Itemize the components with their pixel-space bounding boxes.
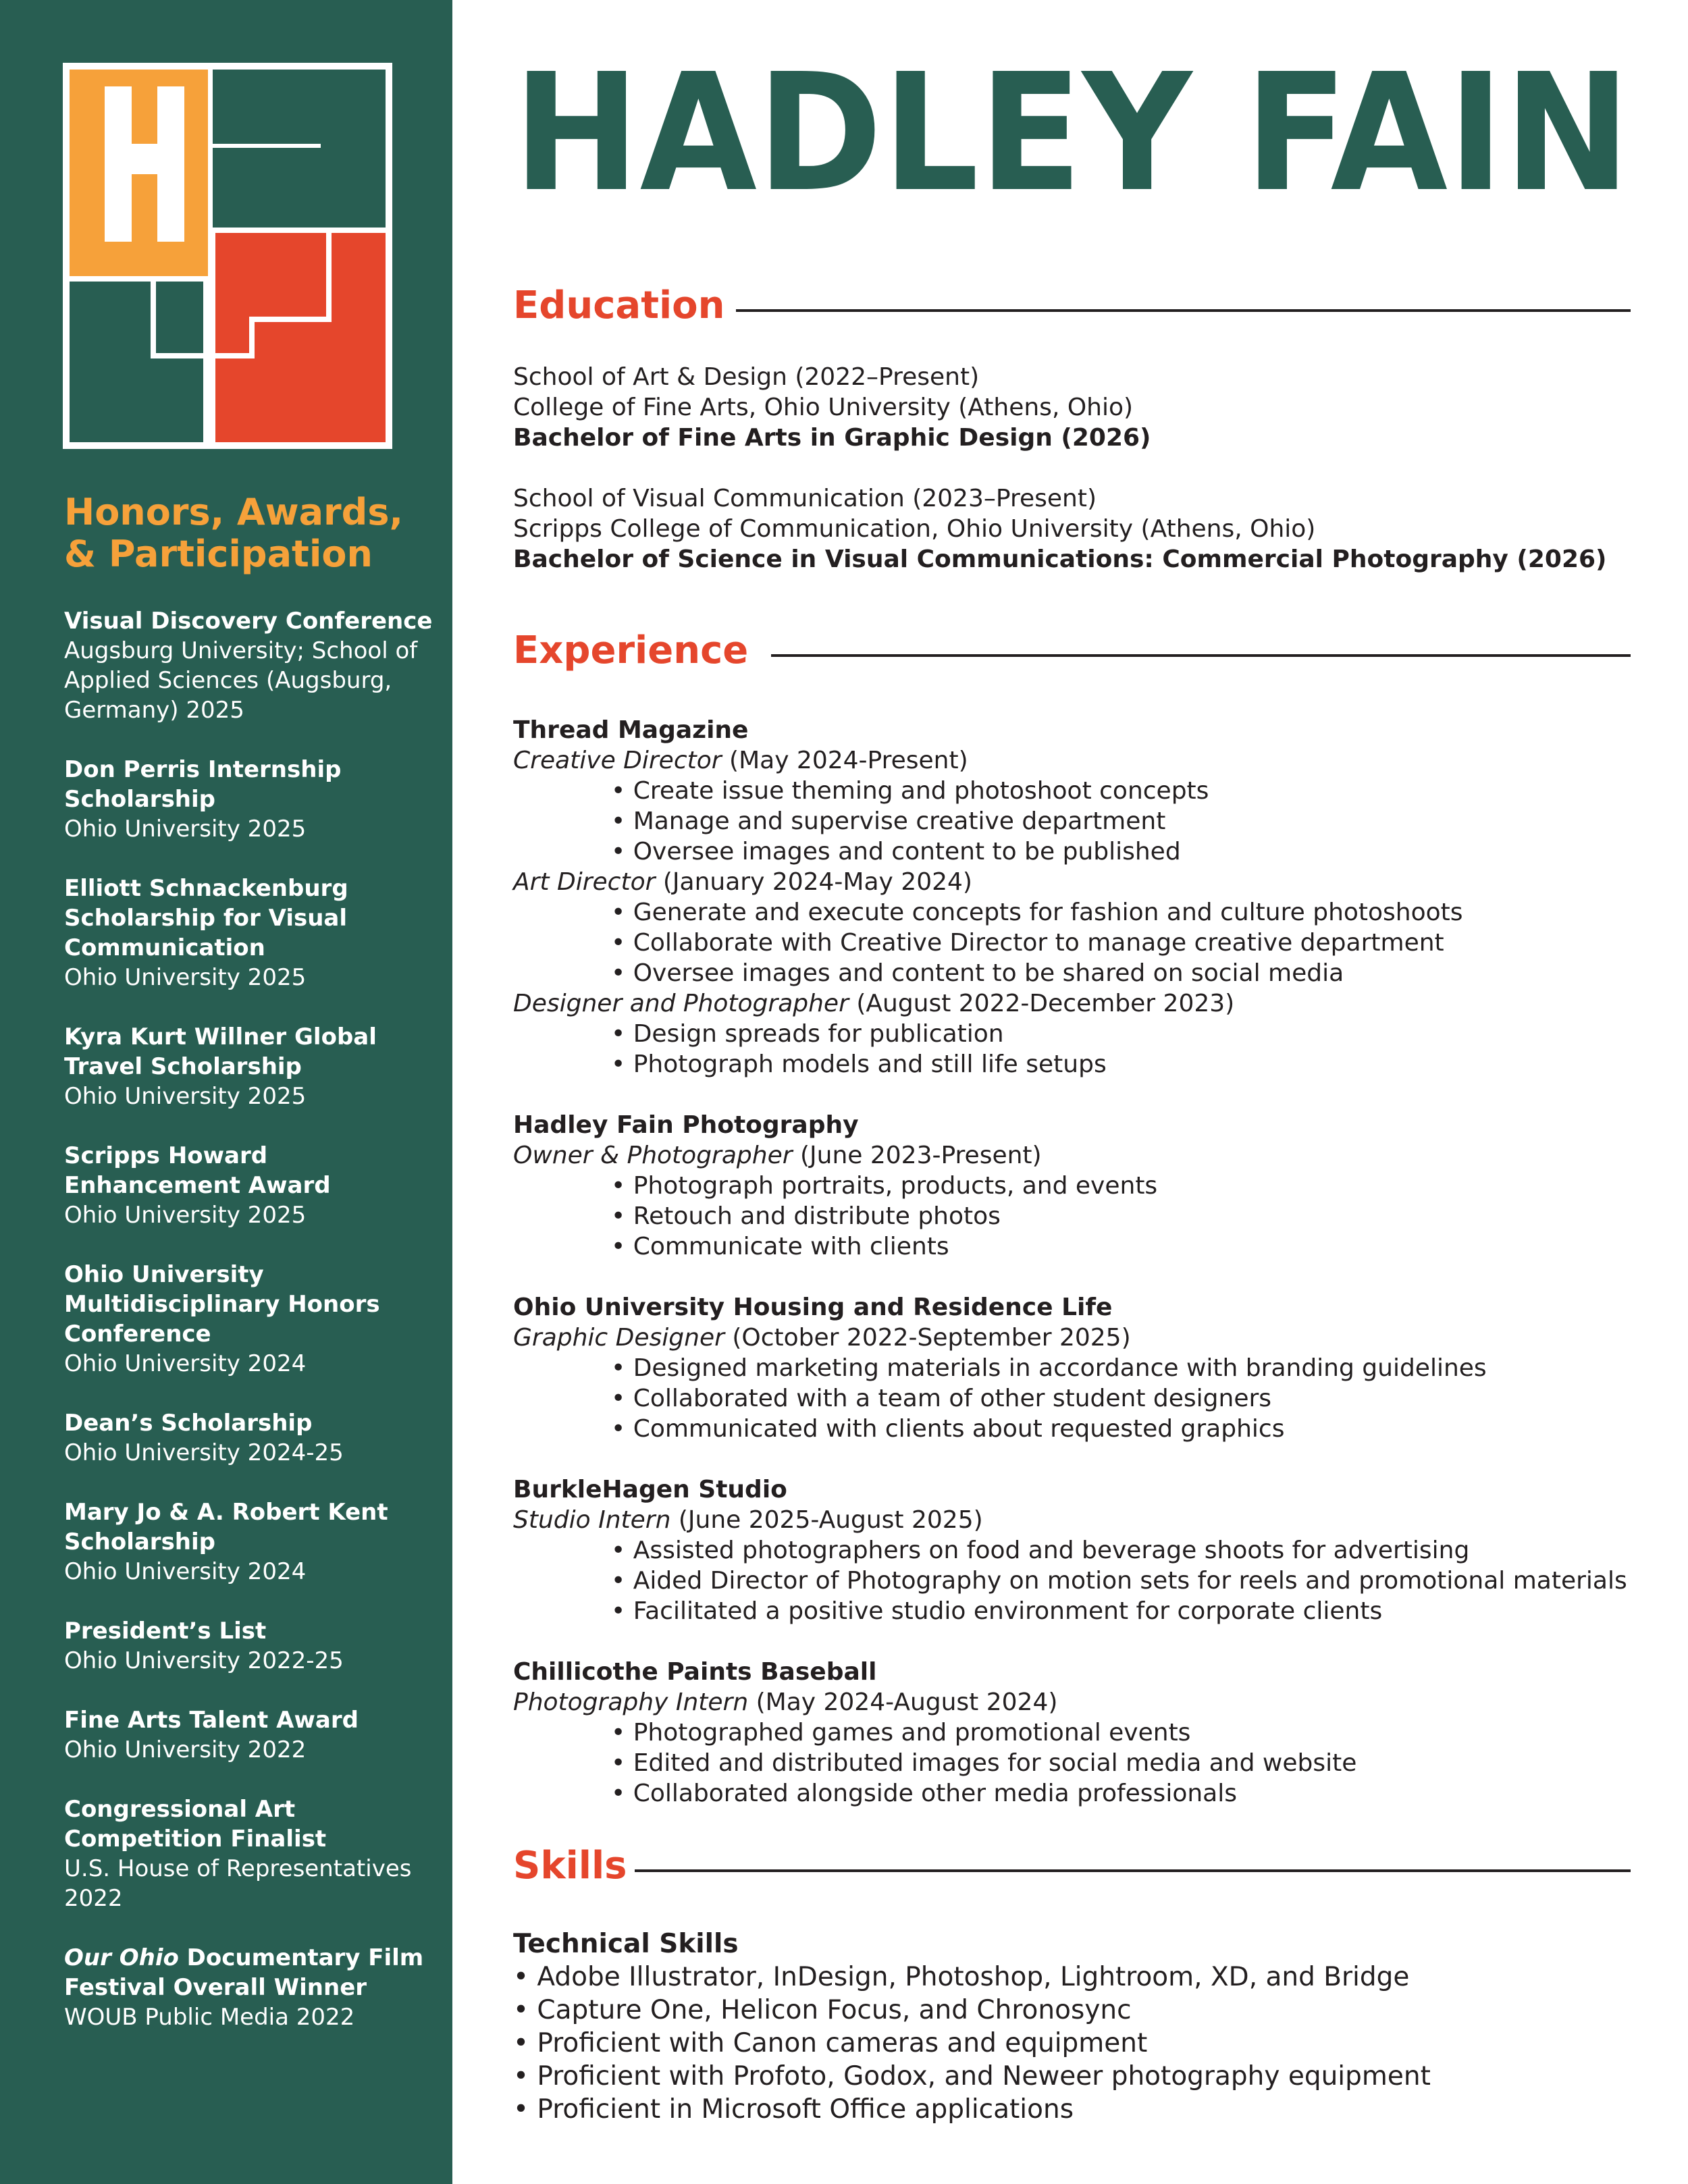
job-bullet: • Oversee images and content to be shared on social media [611,959,1344,987]
education-college: College of Fine Arts, Ohio University (Athens, Ohio) [513,394,1134,421]
job-bullet: • Create issue theming and photoshoot concepts [611,777,1209,805]
award-name: Scripps Howard Enhancement Award [64,1142,331,1199]
award-item [64,1794,449,1913]
job-bullet: • Designed marketing materials in accordance with branding guidelines [611,1354,1487,1382]
job-bullet: • Collaborated with a team of other student designers [611,1385,1272,1412]
job-bullet: • Assisted photographers on food and beverage shoots for advertising [611,1537,1470,1564]
job-role: Owner & Photographer (June 2023-Present) [513,1142,1042,1169]
award-org: Ohio University 2025 [64,964,307,991]
award-org: WOUB Public Media 2022 [64,2004,355,2031]
award-name: Elliott Schnackenburg Scholarship for Visual Communication [64,875,348,961]
skill-item: • Proficient with Canon cameras and equipment [513,2028,1148,2058]
education-degree: Bachelor of Fine Arts in Graphic Design (2026) [513,424,1151,452]
job-bullet: • Generate and execute concepts for fashion and culture photoshoots [611,899,1463,926]
job-bullet: • Manage and supervise creative department [611,807,1166,835]
award-org: Ohio University 2022 [64,1736,307,1763]
award-org: Ohio University 2025 [64,1083,307,1110]
job-bullet: • Facilitated a positive studio environment for corporate clients [611,1597,1383,1625]
honors-title: Honors, Awards, & Participation [64,491,403,575]
education-title: Education [513,282,759,329]
education-header [513,282,1631,329]
award-name-italic: Our Ohio [64,1944,179,1971]
skill-item: • Adobe Illustrator, InDesign, Photoshop, Lightroom, XD, and Bridge [513,1962,1410,1992]
job-bullet: • Communicated with clients about requested graphics [611,1415,1285,1443]
award-item [64,1705,449,1765]
education-block [513,362,1631,575]
job-org: Thread Magazine [513,716,749,744]
job-bullet: • Retouch and distribute photos [611,1202,1001,1230]
job-bullet: • Oversee images and content to be published [611,838,1181,865]
job-bullet: • Communicate with clients [611,1233,949,1260]
job-bullet: • Collaborated alongside other media professionals [611,1780,1237,1807]
skills-rule [635,1869,1631,1872]
job-bullet: • Edited and distributed images for social media and website [611,1749,1357,1777]
award-item [64,1141,449,1230]
education-degree: Bachelor of Science in Visual Communications: Commercial Photography (2026) [513,545,1607,573]
job-org: Chillicothe Paints Baseball [513,1658,877,1686]
job-role: Art Director (January 2024-May 2024) [513,868,972,896]
name-heading [513,68,1631,203]
award-name [64,1943,449,2002]
award-item [64,1497,449,1587]
award-name: President’s List [64,1618,267,1645]
job-role: Graphic Designer (October 2022-September 2025) [513,1324,1131,1352]
experience-block [513,715,1631,1809]
award-item [64,606,449,725]
award-name: Mary Jo & A. Robert Kent Scholarship [64,1499,388,1555]
skills-subtitle: Technical Skills [513,1929,739,1959]
award-org: U.S. House of Representatives 2022 [64,1855,412,1912]
job-org: BurkleHagen Studio [513,1476,787,1503]
hf-monogram-logo [63,63,392,449]
award-name: Kyra Kurt Willner Global Travel Scholarship [64,1023,377,1080]
award-org: Augsburg University; School of Applied Sciences (Augsburg, Germany) 2025 [64,637,418,724]
award-name: Don Perris Internship Scholarship [64,756,342,813]
skills-header [513,1842,1631,1890]
award-item [64,1022,449,1111]
education-school: School of Art & Design (2022–Present) [513,363,980,391]
award-org: Ohio University 2025 [64,816,307,843]
award-name: Fine Arts Talent Award [64,1707,359,1734]
award-name-rest: Documentary Film Festival Overall Winner [64,1944,424,2001]
experience-title: Experience [513,627,782,674]
job-bullet: • Collaborate with Creative Director to manage creative department [611,929,1444,957]
job-role: Photography Intern (May 2024-August 2024) [513,1688,1058,1716]
sidebar [0,0,452,2184]
skill-item: • Capture One, Helicon Focus, and Chronosync [513,1995,1132,2025]
job-bullet: • Photograph portraits, products, and events [611,1172,1158,1200]
award-item [64,1943,449,2032]
name-text: HADLEY FAIN [513,68,1631,203]
award-item [64,1408,449,1468]
job-bullet: • Design spreads for publication [611,1020,1004,1048]
award-item [64,1260,449,1379]
award-name: Visual Discovery Conference [64,608,433,635]
job-bullet: • Photograph models and still life setups [611,1050,1107,1078]
award-org: Ohio University 2025 [64,1202,307,1229]
award-org: Ohio University 2024 [64,1558,307,1585]
job-org: Ohio University Housing and Residence Life [513,1294,1113,1321]
education-school: School of Visual Communication (2023–Present) [513,485,1097,512]
experience-header [513,627,1631,674]
job-org: Hadley Fain Photography [513,1111,859,1139]
job-bullet: • Aided Director of Photography on motion sets for reels and promotional materials [611,1567,1627,1595]
award-item [64,874,449,992]
award-org: Ohio University 2024 [64,1350,307,1377]
education-rule [736,309,1631,312]
education-college: Scripps College of Communication, Ohio University (Athens, Ohio) [513,515,1316,543]
job-role: Designer and Photographer (August 2022-December 2023) [513,990,1235,1017]
award-item [64,1616,449,1676]
experience-rule [771,654,1631,657]
award-name: Dean’s Scholarship [64,1410,313,1437]
skill-item: • Proficient with Profoto, Godox, and Neweer photography equipment [513,2061,1431,2092]
award-name: Congressional Art Competition Finalist [64,1796,327,1853]
skill-item: • Proficient in Microsoft Office applications [513,2094,1074,2125]
award-name: Ohio University Multidisciplinary Honors Conference [64,1261,380,1348]
award-org: Ohio University 2024-25 [64,1439,344,1466]
job-role: Creative Director (May 2024-Present) [513,747,968,774]
awards-list [64,606,449,2062]
skills-title: Skills [513,1842,661,1890]
job-bullet: • Photographed games and promotional events [611,1719,1191,1747]
job-role: Studio Intern (June 2025-August 2025) [513,1506,983,1534]
award-item [64,755,449,844]
award-org: Ohio University 2022-25 [64,1647,344,1674]
skills-block [513,1927,1631,2126]
